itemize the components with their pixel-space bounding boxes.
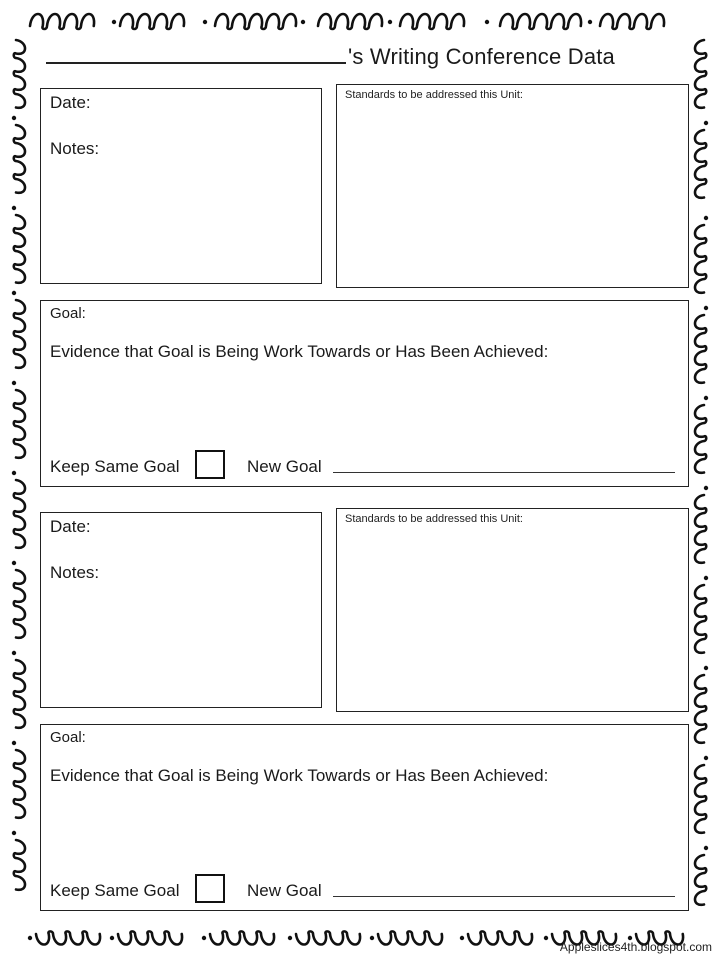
- standards-label-1: Standards to be addressed this Unit:: [345, 89, 523, 101]
- keep-goal-checkbox-2[interactable]: [195, 874, 225, 903]
- evidence-label-2: Evidence that Goal is Being Work Towards or Has Been Achieved:: [50, 766, 549, 785]
- date-label-2: Date:: [50, 517, 91, 536]
- standards-box-2[interactable]: [336, 508, 689, 712]
- date-label-1: Date:: [50, 93, 91, 112]
- notes-label-1: Notes:: [50, 139, 100, 158]
- new-goal-line-2[interactable]: [333, 896, 675, 897]
- new-goal-label-2: New Goal: [247, 881, 322, 900]
- page-title: [46, 40, 676, 70]
- student-name-line[interactable]: [46, 62, 346, 64]
- blog-credit: Appleslices4th.blogspot.com: [559, 940, 712, 954]
- goal-label-2: Goal:: [50, 729, 86, 746]
- keep-goal-label-2: Keep Same Goal: [50, 881, 180, 900]
- keep-goal-label-1: Keep Same Goal: [50, 457, 180, 476]
- new-goal-label-1: New Goal: [247, 457, 322, 476]
- standards-label-2: Standards to be addressed this Unit:: [345, 513, 523, 525]
- title-text: 's Writing Conference Data: [348, 44, 615, 69]
- notes-label-2: Notes:: [50, 563, 100, 582]
- date-notes-box-1[interactable]: [40, 88, 322, 284]
- new-goal-line-1[interactable]: [333, 472, 675, 473]
- evidence-label-1: Evidence that Goal is Being Work Towards or Has Been Achieved:: [50, 342, 549, 361]
- goal-label-1: Goal:: [50, 305, 86, 322]
- keep-goal-checkbox-1[interactable]: [195, 450, 225, 479]
- date-notes-box-2[interactable]: [40, 512, 322, 708]
- standards-box-1[interactable]: [336, 84, 689, 288]
